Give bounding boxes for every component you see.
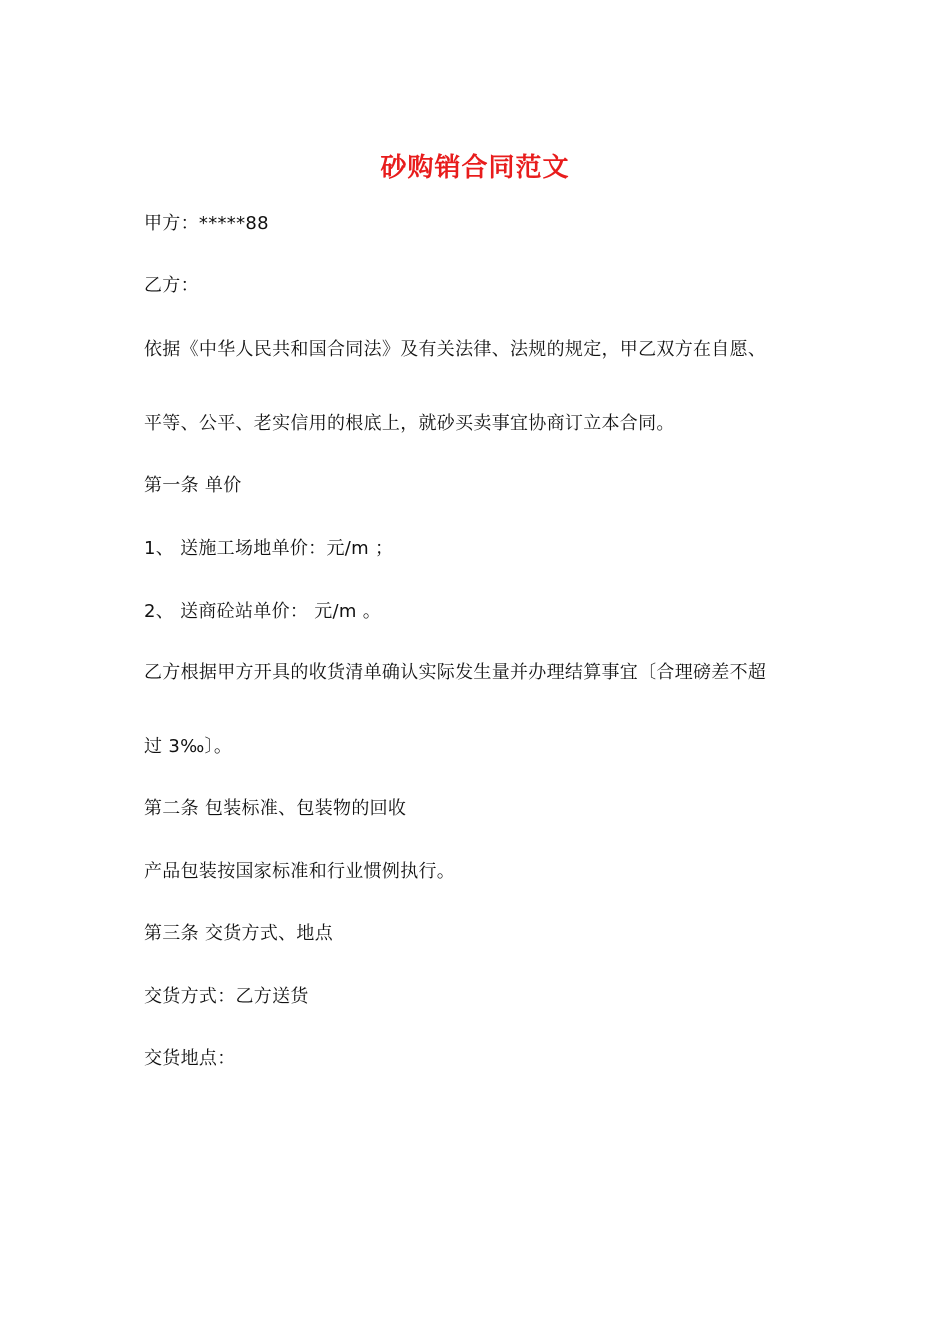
- delivery-location-line: 交货地点：: [144, 1048, 236, 1069]
- article-1-heading: 第一条 单价: [144, 475, 242, 496]
- article-3-heading: 第三条 交货方式、地点: [144, 923, 334, 944]
- document-title: 砂购销合同范文: [380, 153, 570, 183]
- preamble-line-2: 平等、公平、老实信用的根底上，就砂买卖事宜协商订立本合同。: [144, 413, 675, 434]
- settlement-line-1: 乙方根据甲方开具的收货清单确认实际发生量并办理结算事宜〔合理磅差不超: [144, 662, 767, 683]
- preamble-line-1: 依据《中华人民共和国合同法》及有关法律、法规的规定，甲乙双方在自愿、: [144, 339, 767, 360]
- packaging-line: 产品包装按国家标准和行业惯例执行。: [144, 861, 456, 882]
- price-item-1: 1、 送施工场地单价：元/m ；: [144, 538, 394, 559]
- settlement-line-2: 过 3‰〕。: [144, 736, 233, 757]
- delivery-method-line: 交货方式：乙方送货: [144, 986, 309, 1007]
- article-2-heading: 第二条 包装标准、包装物的回收: [144, 798, 407, 819]
- party-a-line: 甲方：*****88: [144, 213, 269, 234]
- price-item-2: 2、 送商砼站单价： 元/m 。: [144, 601, 382, 622]
- party-b-line: 乙方：: [144, 275, 199, 296]
